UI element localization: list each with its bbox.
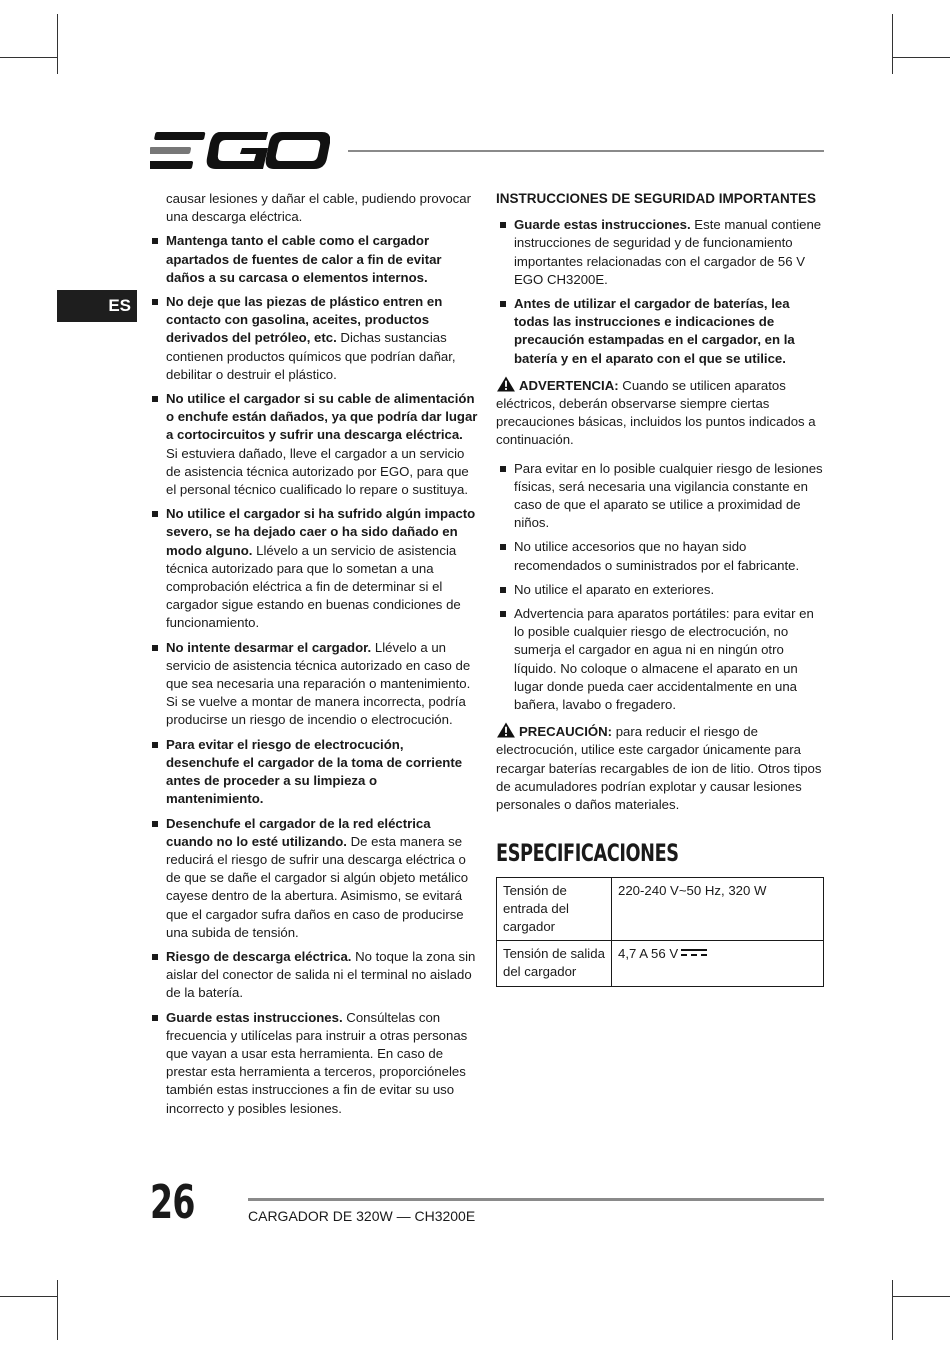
crop-mark: [0, 1296, 57, 1297]
item-bold: No intente desarmar el cargador.: [166, 639, 372, 655]
item-text: Dichas sustancias contienen productos químicos que podrían dañar, debilitar o destruir el plástico.: [166, 330, 456, 382]
item-text: Este manual contiene instrucciones de seguridad y de funcionamiento importantes relacionadas con el cargador de 56 V EGO CH3200E.: [514, 217, 822, 287]
list-item: [148, 948, 478, 1003]
caution-label: PRECAUCIÓN:: [519, 724, 613, 740]
item-text: No utilice accesorios que no hayan sido recomendados o suministrados por el fabricante.: [514, 539, 800, 573]
crop-mark: [57, 14, 58, 74]
list-item: [496, 605, 826, 714]
right-column: [496, 190, 826, 987]
caution-paragraph: [496, 722, 826, 814]
continued-paragraph: [148, 190, 478, 226]
crop-mark: [893, 57, 950, 58]
table-row: [497, 941, 824, 986]
footer-rule: [248, 1198, 824, 1201]
section-heading: INSTRUCCIONES DE SEGURIDAD IMPORTANTES: [496, 191, 817, 206]
spec-value: 4,7 A 56 V: [618, 946, 679, 962]
spec-value-cell: [612, 941, 824, 986]
language-tab: ES: [57, 290, 137, 322]
left-column: [148, 190, 478, 1124]
list-item: [496, 460, 826, 533]
warning-text: Cuando se utilicen aparatos eléctricos, deberán observarse siempre ciertas precauciones básicas, incluidos los puntos indicados a continuación.: [496, 377, 816, 448]
list-item: [148, 505, 478, 632]
spec-title: ESPECIFICACIONES: [496, 839, 679, 868]
list-item: [496, 295, 826, 368]
item-bold: Guarde estas instrucciones.: [514, 217, 691, 233]
spec-key: Tensión de salida del cargador: [497, 941, 612, 986]
item-bold: Mantenga tanto el cable como el cargador apartados de fuentes de calor a fin de evitar daños a su carcasa o elementos internos.: [166, 233, 442, 285]
list-item: [148, 1009, 478, 1118]
crop-mark: [57, 1280, 58, 1340]
crop-mark: [893, 1296, 950, 1297]
item-bold: No utilice el cargador si su cable de alimentación o enchufe están dañados, ya que podría dar lugar a cortocircuitos y sufrir una descarga eléctrica.: [166, 391, 478, 443]
item-text: De esta manera se reducirá el riesgo de sufrir una descarga eléctrica o de que se dañe el cargador si algún objeto metálico cayese dentro de la abertura. Asimismo, se evitará que el cargador sufra daños en caso de producirse una subida de tensión.: [166, 833, 469, 940]
footer-text: CARGADOR DE 320W — CH3200E: [248, 1208, 476, 1224]
crop-mark: [892, 1280, 893, 1340]
item-text: No toque la zona sin aislar del conector de salida ni el terminal no aislado de la batería.: [166, 948, 476, 1001]
item-text: Llévelo a un servicio de asistencia técnica autorizado en caso de que sea necesaria una reparación o mantenimiento. Si se vuelve a montar de manera incorrecta, podría producirse un riesgo de incendio o electrocución.: [166, 639, 471, 728]
item-bold: No utilice el cargador si ha sufrido algún impacto severo, se ha dejado caer o ha sido dañado en modo alguno.: [166, 506, 476, 558]
crop-mark: [892, 14, 893, 74]
warning-paragraph: [496, 376, 826, 450]
list-item: [148, 639, 478, 730]
item-text: Advertencia para aparatos portátiles: para evitar en lo posible cualquier riesgo de electrocución, no sumerja el cargador en agua ni en ningún otro líquido. No coloque o almacene el aparato en un lugar donde pueda caer accidentalmente en una bañera, lavabo o fregadero.: [514, 606, 814, 713]
item-text: Si estuviera dañado, lleve el cargador a un servicio de asistencia técnica autorizado por EGO, para que el personal técnico cualificado lo repare o sustituya.: [166, 445, 469, 498]
list-item: [496, 538, 826, 574]
item-bold: No deje que las piezas de plástico entren en contacto con gasolina, aceites, productos derivados del petróleo, etc.: [166, 294, 443, 346]
item-text: Llévelo a un servicio de asistencia técnica autorizado para que lo sometan a una comprobación eléctrica a fin de determinar si el cargador sigue estando en buenas condiciones de funcionamiento.: [166, 542, 461, 631]
page-number: 26: [150, 1175, 195, 1229]
item-bold: Para evitar el riesgo de electrocución, desenchufe el cargador de la toma de corriente antes de proceder a su limpieza o mantenimiento.: [166, 736, 463, 807]
list-item: [148, 232, 478, 287]
list-item: [148, 815, 478, 942]
list-item: [148, 736, 478, 809]
warning-triangle-icon: [496, 376, 516, 392]
list-item: [496, 216, 826, 289]
spec-table: [496, 877, 824, 987]
warning-label: ADVERTENCIA:: [519, 377, 619, 393]
item-bold: Desenchufe el cargador de la red eléctrica cuando no lo esté utilizando.: [166, 815, 431, 849]
header-rule: [348, 150, 824, 152]
item-text: No utilice el aparato en exteriores.: [514, 581, 715, 597]
item-text: Para evitar en lo posible cualquier riesgo de lesiones físicas, será necesaria una vigilancia constante en caso de que el aparato se utilice a proximidad de niños.: [514, 460, 823, 531]
warning-triangle-icon: [496, 722, 516, 738]
list-item: [496, 581, 826, 599]
list-item: [148, 293, 478, 384]
item-bold: Guarde estas instrucciones.: [166, 1009, 343, 1025]
ego-logo: [150, 130, 330, 172]
spec-key: Tensión de entrada del cargador: [497, 877, 612, 941]
paragraph-text: causar lesiones y dañar el cable, pudiendo provocar una descarga eléctrica.: [166, 191, 471, 225]
item-bold: Antes de utilizar el cargador de baterías, lea todas las instrucciones e indicaciones de precaución estampadas en el cargador, en la batería y en el aparato con el que se utilice.: [514, 296, 795, 366]
table-row: [497, 877, 824, 941]
item-text: Consúltelas con frecuencia y utilícelas para instruir a otras personas que vayan a usar esta herramienta. En caso de prestar esta herramienta a terceros, proporcióneles también estas instrucciones a fin de evitar su uso incorrecto y posibles lesiones.: [166, 1009, 468, 1116]
list-item: [148, 390, 478, 499]
caution-text: para reducir el riesgo de electrocución, utilice este cargador únicamente para recargar baterías recargables de ion de litio. Otros tipos de acumuladores podrían explotar y causar lesiones personales o daños materiales.: [496, 724, 822, 813]
crop-mark: [0, 57, 57, 58]
spec-value: 220-240 V~50 Hz, 320 W: [612, 877, 824, 941]
item-bold: Riesgo de descarga eléctrica.: [166, 948, 352, 964]
dc-current-icon: [681, 948, 707, 958]
